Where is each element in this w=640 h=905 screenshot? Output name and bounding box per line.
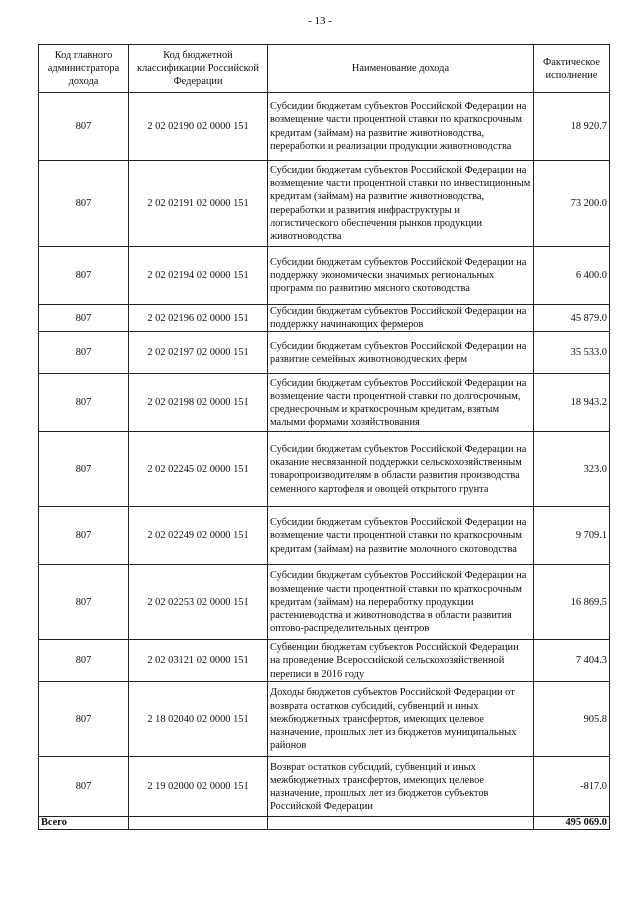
actual-amount-cell: 7 404.3 bbox=[534, 640, 610, 682]
table-row bbox=[39, 247, 610, 305]
income-name-cell: Субсидии бюджетам субъектов Российской Федерации на развитие семейных животноводческих ферм bbox=[268, 332, 534, 374]
total-row bbox=[39, 817, 610, 830]
table-row bbox=[39, 374, 610, 432]
table-row bbox=[39, 640, 610, 682]
income-name-cell: Субсидии бюджетам субъектов Российской Федерации на поддержку начинающих фермеров bbox=[268, 305, 534, 332]
admin-code-cell: 807 bbox=[39, 507, 129, 565]
income-name-cell: Возврат остатков субсидий, субвенций и иных межбюджетных трансфертов, имеющих целевое назначение, прошлых лет из бюджетов субъектов Российской Федерации bbox=[268, 757, 534, 817]
table-row bbox=[39, 432, 610, 507]
income-table bbox=[38, 44, 610, 830]
total-empty-name bbox=[268, 817, 534, 830]
table-row bbox=[39, 93, 610, 161]
income-name-cell: Субвенции бюджетам субъектов Российской Федерации на проведение Всероссийской сельскохозяйственной переписи в 2016 году bbox=[268, 640, 534, 682]
income-name-cell: Субсидии бюджетам субъектов Российской Федерации на возмещение части процентной ставки по инвестиционным кредитам (займам) на развитие животноводства, переработки и развития инфраструктуры и логистического обеспечения рынков продукции животноводства bbox=[268, 161, 534, 247]
admin-code-cell: 807 bbox=[39, 161, 129, 247]
income-name-cell: Доходы бюджетов субъектов Российской Федерации от возврата остатков субсидий, субвенций и иных межбюджетных трансфертов, имеющих целевое назначение, прошлых лет из бюджетов муниципальных районов bbox=[268, 682, 534, 757]
admin-code-cell: 807 bbox=[39, 247, 129, 305]
income-name-cell: Субсидии бюджетам субъектов Российской Федерации на возмещение части процентной ставки по краткосрочным кредитам (займам) на переработку продукции растениеводства и животноводства в области развития оптово-распределительных центров bbox=[268, 565, 534, 640]
actual-amount-cell: 18 920.7 bbox=[534, 93, 610, 161]
header-actual-amount: Фактическое исполнение bbox=[534, 45, 610, 93]
budget-code-cell: 2 02 02249 02 0000 151 bbox=[129, 507, 268, 565]
budget-code-cell: 2 18 02040 02 0000 151 bbox=[129, 682, 268, 757]
table-row bbox=[39, 757, 610, 817]
admin-code-cell: 807 bbox=[39, 682, 129, 757]
total-label: Всего bbox=[39, 817, 129, 830]
admin-code-cell: 807 bbox=[39, 374, 129, 432]
budget-code-cell: 2 02 02191 02 0000 151 bbox=[129, 161, 268, 247]
actual-amount-cell: 73 200.0 bbox=[534, 161, 610, 247]
budget-code-cell: 2 02 02245 02 0000 151 bbox=[129, 432, 268, 507]
budget-code-cell: 2 02 02196 02 0000 151 bbox=[129, 305, 268, 332]
income-name-cell: Субсидии бюджетам субъектов Российской Федерации на возмещение части процентной ставки по краткосрочным кредитам (займам) на развитие молочного скотоводства bbox=[268, 507, 534, 565]
budget-code-cell: 2 02 03121 02 0000 151 bbox=[129, 640, 268, 682]
actual-amount-cell: 16 869.5 bbox=[534, 565, 610, 640]
admin-code-cell: 807 bbox=[39, 93, 129, 161]
budget-code-cell: 2 02 02194 02 0000 151 bbox=[129, 247, 268, 305]
table-row bbox=[39, 507, 610, 565]
actual-amount-cell: 9 709.1 bbox=[534, 507, 610, 565]
total-amount: 495 069.0 bbox=[534, 817, 610, 830]
table-row bbox=[39, 682, 610, 757]
table-row bbox=[39, 565, 610, 640]
admin-code-cell: 807 bbox=[39, 332, 129, 374]
table-row bbox=[39, 161, 610, 247]
income-name-cell: Субсидии бюджетам субъектов Российской Федерации на оказание несвязанной поддержки сельскохозяйственным товаропроизводителям в области развития производства семенного картофеля и овощей открытого грунта bbox=[268, 432, 534, 507]
actual-amount-cell: -817.0 bbox=[534, 757, 610, 817]
actual-amount-cell: 6 400.0 bbox=[534, 247, 610, 305]
budget-code-cell: 2 02 02198 02 0000 151 bbox=[129, 374, 268, 432]
table-row bbox=[39, 305, 610, 332]
actual-amount-cell: 18 943.2 bbox=[534, 374, 610, 432]
actual-amount-cell: 35 533.0 bbox=[534, 332, 610, 374]
actual-amount-cell: 323.0 bbox=[534, 432, 610, 507]
header-income-name: Наименование дохода bbox=[268, 45, 534, 93]
header-budget-code: Код бюджетной классификации Российской Федерации bbox=[129, 45, 268, 93]
budget-code-cell: 2 02 02197 02 0000 151 bbox=[129, 332, 268, 374]
admin-code-cell: 807 bbox=[39, 757, 129, 817]
admin-code-cell: 807 bbox=[39, 640, 129, 682]
page-number: - 13 - bbox=[308, 15, 332, 27]
header-admin-code: Код главного администратора дохода bbox=[39, 45, 129, 93]
income-name-cell: Субсидии бюджетам субъектов Российской Федерации на поддержку экономически значимых региональных программ по развитию мясного скотоводства bbox=[268, 247, 534, 305]
admin-code-cell: 807 bbox=[39, 432, 129, 507]
budget-code-cell: 2 02 02190 02 0000 151 bbox=[129, 93, 268, 161]
income-name-cell: Субсидии бюджетам субъектов Российской Федерации на возмещение части процентной ставки по долгосрочным, среднесрочным и краткосрочным кредитам, взятым малыми формами хозяйствования bbox=[268, 374, 534, 432]
table-header-row bbox=[39, 45, 610, 93]
income-name-cell: Субсидии бюджетам субъектов Российской Федерации на возмещение части процентной ставки по краткосрочным кредитам (займам) на развитие животноводства, переработки и реализации продукции животноводства bbox=[268, 93, 534, 161]
actual-amount-cell: 905.8 bbox=[534, 682, 610, 757]
table-row bbox=[39, 332, 610, 374]
actual-amount-cell: 45 879.0 bbox=[534, 305, 610, 332]
budget-code-cell: 2 19 02000 02 0000 151 bbox=[129, 757, 268, 817]
admin-code-cell: 807 bbox=[39, 305, 129, 332]
admin-code-cell: 807 bbox=[39, 565, 129, 640]
total-empty-code bbox=[129, 817, 268, 830]
budget-code-cell: 2 02 02253 02 0000 151 bbox=[129, 565, 268, 640]
